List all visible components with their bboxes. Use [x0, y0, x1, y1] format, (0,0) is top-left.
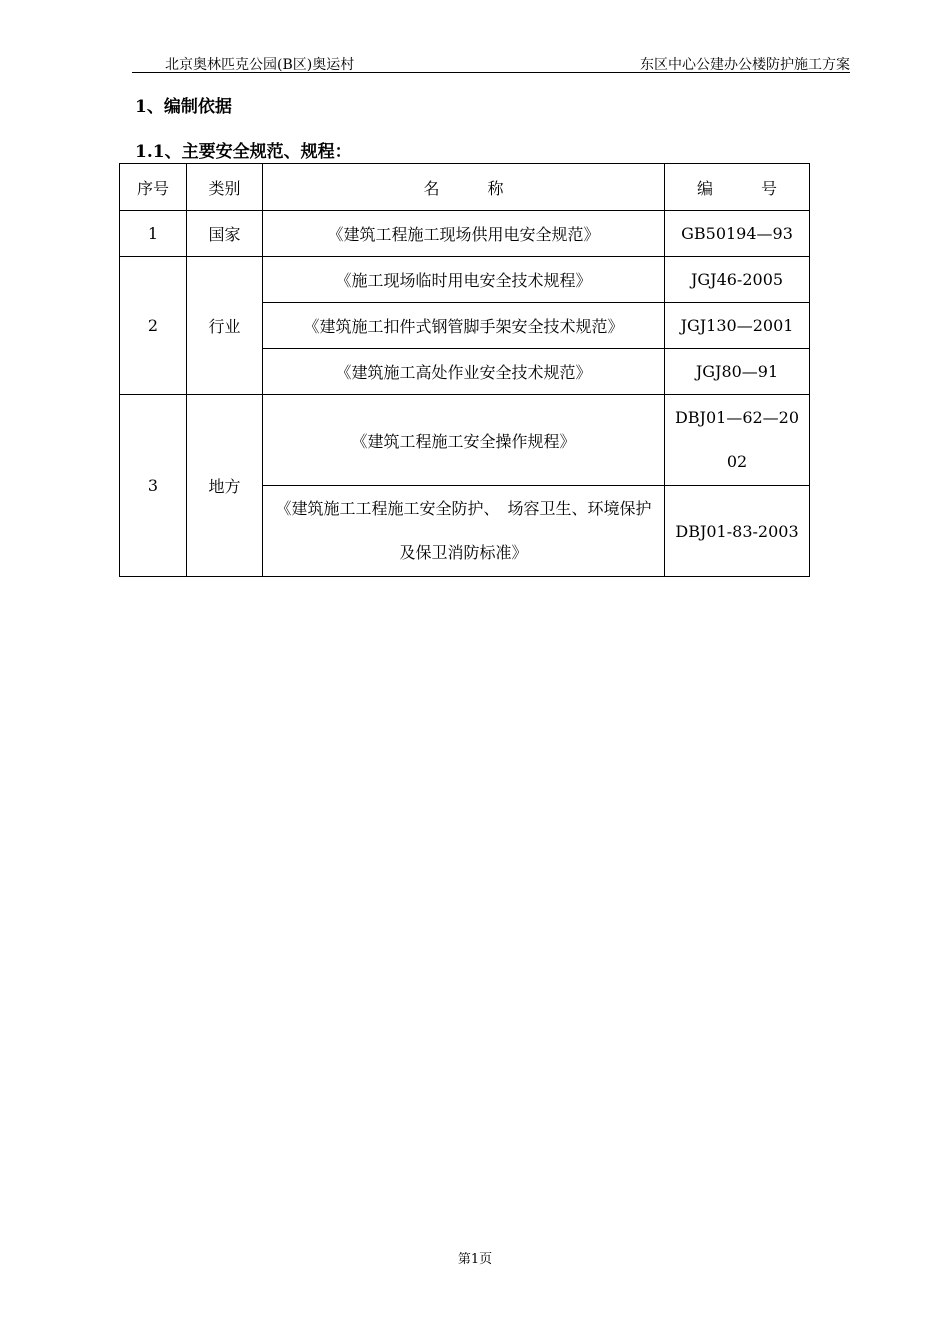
standards-table [119, 163, 810, 577]
header-left-title: 北京奥林匹克公园(B区)奥运村 [165, 57, 355, 73]
column-header-name: 名 称 [263, 164, 665, 211]
column-header-category: 类别 [187, 164, 263, 211]
standard-name: 《施工现场临时用电安全技术规程》 [263, 257, 665, 303]
section-subheading: 1.1、主要安全规范、规程： [135, 142, 352, 162]
standard-name: 《建筑工程施工现场供用电安全规范》 [263, 211, 665, 257]
standard-name: 《建筑施工扣件式钢管脚手架安全技术规范》 [263, 303, 665, 349]
standard-name: 《建筑施工工程施工安全防护、 场容卫生、环境保护及保卫消防标准》 [263, 486, 665, 577]
row-category: 国家 [187, 211, 263, 257]
page-number: 第1页 [457, 1252, 493, 1267]
table-header-row [120, 164, 810, 211]
standard-code: JGJ46-2005 [665, 257, 810, 303]
standard-name: 《建筑施工高处作业安全技术规范》 [263, 349, 665, 395]
header-rule [132, 72, 850, 73]
section-heading: 1、编制依据 [135, 97, 232, 117]
row-index: 3 [120, 395, 187, 577]
row-index: 2 [120, 257, 187, 395]
row-category: 地方 [187, 395, 263, 577]
row-index: 1 [120, 211, 187, 257]
standard-code: JGJ130—2001 [665, 303, 810, 349]
table-row [120, 211, 810, 257]
table-row [120, 395, 810, 486]
table-row [120, 257, 810, 303]
column-header-code: 编 号 [665, 164, 810, 211]
standard-code: JGJ80—91 [665, 349, 810, 395]
standard-code: DBJ01—62—2002 [665, 395, 810, 486]
column-header-index: 序号 [120, 164, 187, 211]
standard-code: DBJ01-83-2003 [665, 486, 810, 577]
standard-name: 《建筑工程施工安全操作规程》 [263, 395, 665, 486]
standard-code: GB50194—93 [665, 211, 810, 257]
row-category: 行业 [187, 257, 263, 395]
header-right-title: 东区中心公建办公楼防护施工方案 [640, 57, 850, 73]
